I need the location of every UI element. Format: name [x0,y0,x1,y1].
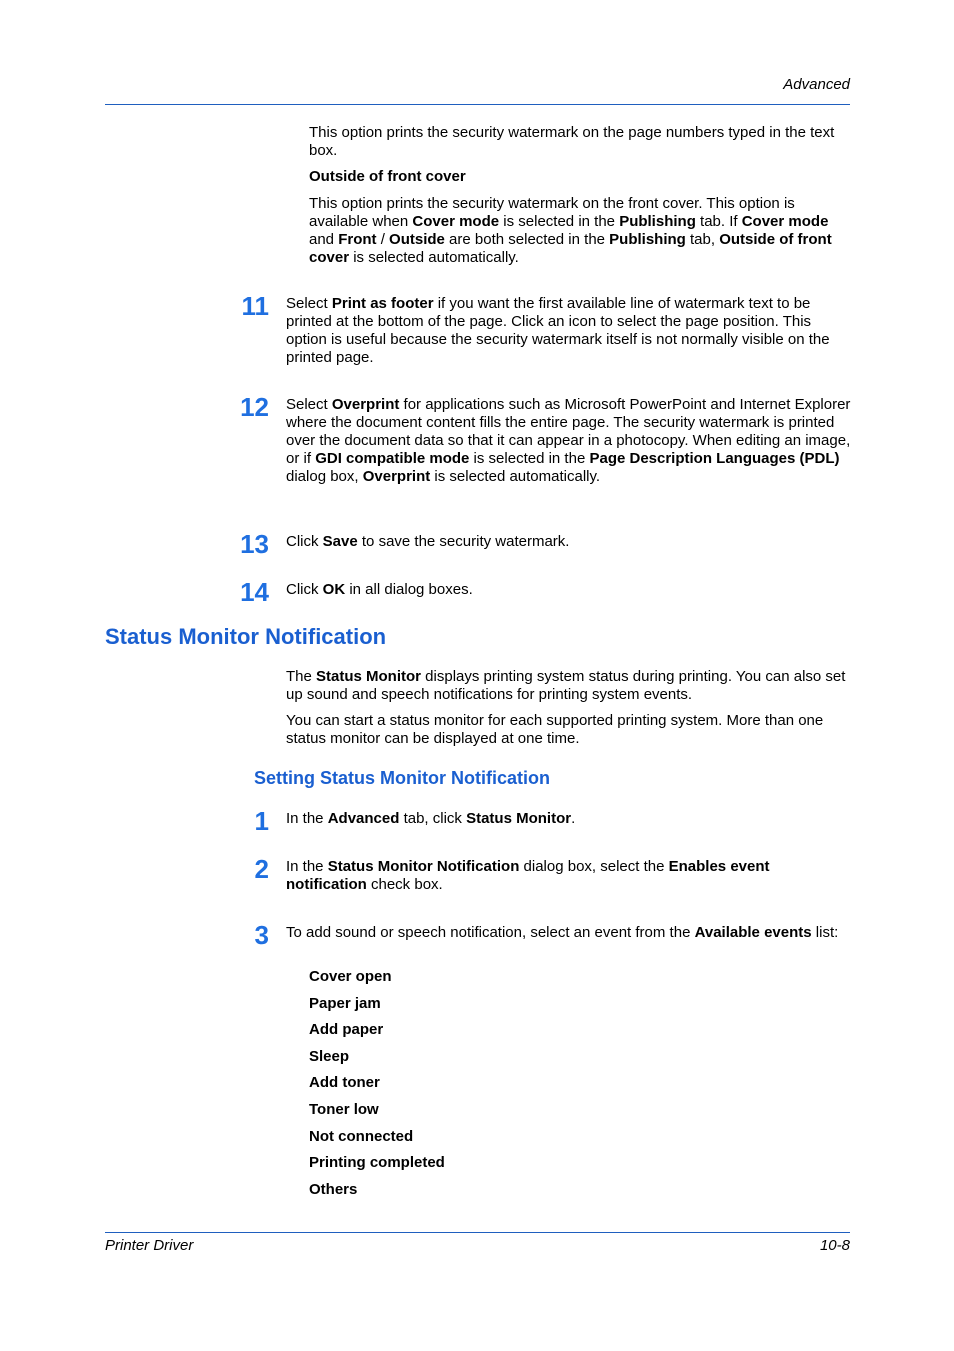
page-header [105,76,850,105]
step-text: Click OK in all dialog boxes. [286,581,473,598]
list-item: Printing completed [309,1154,445,1172]
intro-subheading: Outside of front cover [309,168,466,185]
step-number: 12 [240,392,269,422]
step-number: 14 [240,577,269,607]
section-heading: Status Monitor Notification [105,624,387,649]
step-text: Select Overprint for applications such as Microsoft PowerPoint and Internet Explorer where the document content fills the entire page. The security watermark is printed over the document data so that it can appear in a photocopy. When editing an image, or if GDI compatible mode is selected in the Page Description Languages (PDL) dialog box, Overprint is selected automatically. [286,396,851,485]
list-item: Paper jam [309,994,381,1012]
step-number: 1 [254,806,269,836]
list-item: Add paper [309,1021,384,1039]
list-item: Sleep [309,1047,350,1065]
page-footer [105,1232,850,1254]
footer-title: Printer Driver [105,1237,194,1254]
step-text: Select Print as footer if you want the first available line of watermark text to be printed at the bottom of the page. Click an icon to select the page position. This option is useful because the security watermark itself is not normally visible on the printed page. [286,295,830,366]
step-text: To add sound or speech notification, select an event from the Available events list: [286,924,839,941]
step-number: 13 [240,529,269,559]
list-item: Cover open [309,968,392,985]
step-number: 3 [254,920,269,950]
page-number: 10-8 [819,1237,850,1254]
intro-paragraph: This option prints the security watermark on the page numbers typed in the text box. [309,124,835,159]
step-text: In the Status Monitor Notification dialog box, select the Enables event notification check box. [286,858,770,893]
header-title: Advanced [783,76,850,93]
list-item: Add toner [309,1074,380,1092]
list-item: Toner low [309,1100,379,1118]
section-paragraph-2: You can start a status monitor for each supported printing system. More than one status monitor can be displayed at one time. [286,712,824,747]
subsection-heading: Setting Status Monitor Notification [254,768,550,788]
intro-paragraph-2: This option prints the security watermark on the front cover. This option is available when Cover mode is selected in the Publishing tab. If Cover mode and Front / Outside are both selected in the Publishing tab, Outside of front cover is selected automatically. [309,195,832,266]
events-list [309,968,445,1207]
section-paragraph: The Status Monitor displays printing system status during printing. You can also set up sound and speech notifications for printing system events. [286,668,846,703]
step-number: 11 [241,291,269,321]
step-number: 2 [254,854,269,884]
step-text: In the Advanced tab, click Status Monitor. [286,810,576,827]
list-item: Others [309,1180,358,1198]
list-item: Not connected [309,1127,414,1145]
step-text: Click Save to save the security watermark. [286,533,570,550]
